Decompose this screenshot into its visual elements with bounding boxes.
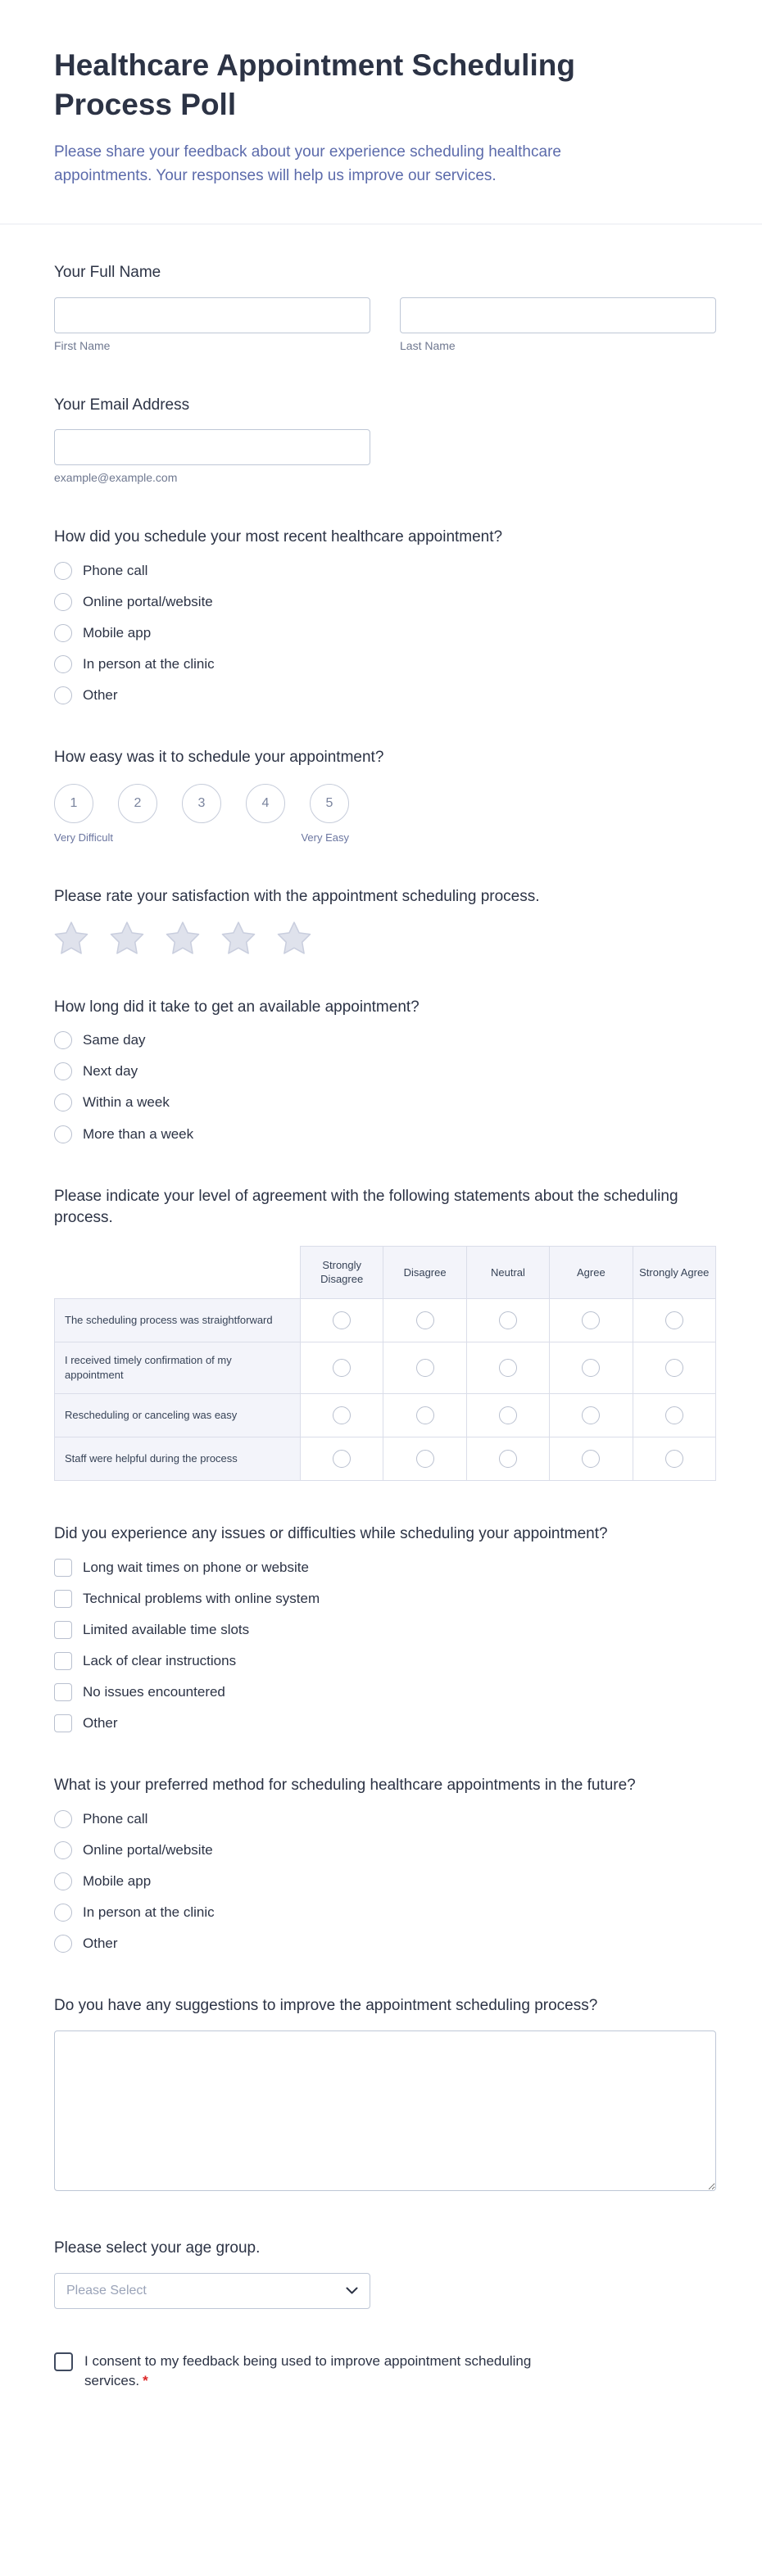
scale-option-1[interactable]: 1: [54, 784, 93, 823]
required-asterisk: *: [143, 2373, 148, 2389]
radio-option[interactable]: [54, 686, 716, 704]
scale-option-5[interactable]: 5: [310, 784, 349, 823]
radio-option-label: Mobile app: [83, 1873, 152, 1890]
star-icon[interactable]: [166, 921, 200, 954]
matrix-radio-button[interactable]: [582, 1450, 600, 1468]
satisfaction-label: Please rate your satisfaction with the appointment scheduling process.: [54, 888, 540, 906]
radio-option-label: In person at the clinic: [83, 1904, 215, 1921]
chevron-down-icon: [346, 2287, 358, 2294]
matrix-cell[interactable]: [383, 1437, 466, 1481]
matrix-column-header: Strongly Disagree: [301, 1246, 383, 1298]
matrix-cell[interactable]: [383, 1394, 466, 1437]
matrix-cell[interactable]: [301, 1298, 383, 1342]
matrix-row: [55, 1342, 716, 1393]
matrix-column-header: Strongly Agree: [633, 1246, 715, 1298]
email-input[interactable]: [54, 429, 370, 465]
matrix-row-label: I received timely confirmation of my appointment: [55, 1342, 301, 1393]
scale-max-label: Very Easy: [301, 831, 349, 844]
star-icon[interactable]: [277, 921, 311, 954]
checkbox-option-label: Technical problems with online system: [83, 1590, 320, 1606]
agreement-label: Please indicate your level of agreement with the following statements about the scheduling process.: [54, 1187, 678, 1227]
checkbox-option-label: No issues encountered: [83, 1684, 225, 1700]
radio-option[interactable]: [54, 624, 716, 642]
radio-option-label: Other: [83, 1935, 118, 1952]
recent-method-label: How did you schedule your most recent healthcare appointment?: [54, 528, 503, 546]
question-suggestions: [54, 1995, 716, 2195]
radio-button[interactable]: [54, 1062, 72, 1080]
checkbox[interactable]: [54, 1683, 72, 1701]
matrix-row: [55, 1298, 716, 1342]
matrix-row: [55, 1394, 716, 1437]
matrix-radio-button[interactable]: [416, 1406, 434, 1424]
matrix-radio-button[interactable]: [416, 1359, 434, 1377]
radio-option-label: Online portal/website: [83, 594, 213, 610]
question-issues: [54, 1523, 716, 1732]
matrix-radio-button[interactable]: [582, 1406, 600, 1424]
matrix-radio-button[interactable]: [416, 1450, 434, 1468]
matrix-cell[interactable]: [466, 1342, 549, 1393]
matrix-radio-button[interactable]: [582, 1311, 600, 1329]
email-sublabel: example@example.com: [54, 471, 178, 485]
matrix-radio-button[interactable]: [333, 1406, 351, 1424]
checkbox-option[interactable]: [54, 1621, 716, 1639]
radio-option-label: Next day: [83, 1063, 138, 1080]
radio-button[interactable]: [54, 1904, 72, 1922]
matrix-cell[interactable]: [301, 1342, 383, 1393]
radio-option[interactable]: [54, 1125, 716, 1143]
question-recent-method: [54, 527, 716, 704]
last-name-sublabel: Last Name: [400, 338, 456, 352]
matrix-cell[interactable]: [633, 1394, 715, 1437]
consent-checkbox[interactable]: [54, 2352, 73, 2371]
checkbox[interactable]: [54, 1621, 72, 1639]
checkbox[interactable]: [54, 1652, 72, 1670]
matrix-column-header: Disagree: [383, 1246, 466, 1298]
checkbox[interactable]: [54, 1559, 72, 1577]
checkbox-option[interactable]: [54, 1683, 716, 1701]
question-full-name: [54, 262, 716, 352]
matrix-cell[interactable]: [383, 1342, 466, 1393]
form-body: [0, 224, 762, 2392]
radio-option-label: Mobile app: [83, 625, 152, 641]
matrix-row: [55, 1437, 716, 1481]
radio-option-label: Phone call: [83, 1811, 148, 1827]
star-icon[interactable]: [221, 921, 256, 954]
form-title: Healthcare Appointment Scheduling Process Poll: [54, 48, 575, 122]
matrix-radio-button[interactable]: [333, 1450, 351, 1468]
radio-button[interactable]: [54, 1031, 72, 1049]
radio-option[interactable]: [54, 1935, 716, 1953]
radio-option[interactable]: [54, 1031, 716, 1049]
radio-option[interactable]: [54, 1062, 716, 1080]
question-satisfaction: [54, 886, 716, 954]
suggestions-label: Do you have any suggestions to improve the appointment scheduling process?: [54, 1997, 598, 2015]
issues-label: Did you experience any issues or difficulties while scheduling your appointment?: [54, 1525, 608, 1543]
matrix-radio-button[interactable]: [582, 1359, 600, 1377]
availability-label: How long did it take to get an available appointment?: [54, 998, 420, 1016]
scale-option-3[interactable]: 3: [182, 784, 221, 823]
last-name-input[interactable]: [400, 297, 716, 333]
matrix-cell[interactable]: [301, 1437, 383, 1481]
radio-button[interactable]: [54, 1841, 72, 1859]
agreement-matrix: [54, 1246, 716, 1481]
consent-label-text: I consent to my feedback being used to improve appointment scheduling services.: [84, 2352, 532, 2389]
scale-min-label: Very Difficult: [54, 831, 114, 844]
radio-button[interactable]: [54, 624, 72, 642]
matrix-cell[interactable]: [633, 1342, 715, 1393]
question-availability: [54, 997, 716, 1143]
matrix-radio-button[interactable]: [416, 1311, 434, 1329]
matrix-radio-button[interactable]: [333, 1359, 351, 1377]
matrix-radio-button[interactable]: [499, 1359, 517, 1377]
email-label: Your Email Address: [54, 396, 190, 414]
matrix-cell[interactable]: [301, 1394, 383, 1437]
checkbox-option-label: Other: [83, 1715, 118, 1732]
first-name-input[interactable]: [54, 297, 370, 333]
checkbox[interactable]: [54, 1590, 72, 1608]
radio-option-label: Same day: [83, 1032, 146, 1048]
matrix-cell[interactable]: [550, 1437, 633, 1481]
matrix-radio-button[interactable]: [499, 1450, 517, 1468]
radio-option[interactable]: [54, 1093, 716, 1111]
radio-button[interactable]: [54, 1093, 72, 1111]
question-preferred-method: [54, 1775, 716, 1953]
form-subtitle: Please share your feedback about your experience scheduling healthcare appointments. Your responses will help us improve our services.: [54, 143, 561, 184]
radio-option[interactable]: [54, 593, 716, 611]
matrix-row-label: The scheduling process was straightforward: [55, 1298, 301, 1342]
radio-option-label: Other: [83, 687, 118, 704]
preferred-method-label: What is your preferred method for scheduling healthcare appointments in the future?: [54, 1777, 636, 1795]
matrix-radio-button[interactable]: [665, 1450, 683, 1468]
first-name-sublabel: First Name: [54, 338, 111, 352]
checkbox-option[interactable]: [54, 1714, 716, 1732]
matrix-radio-button[interactable]: [665, 1311, 683, 1329]
matrix-row-label: Rescheduling or canceling was easy: [55, 1394, 301, 1437]
matrix-cell[interactable]: [633, 1437, 715, 1481]
star-icon[interactable]: [110, 921, 144, 954]
radio-button[interactable]: [54, 593, 72, 611]
matrix-cell[interactable]: [466, 1437, 549, 1481]
checkbox-option[interactable]: [54, 1590, 716, 1608]
question-consent[interactable]: [54, 2352, 716, 2392]
radio-option[interactable]: [54, 1841, 716, 1859]
checkbox-option[interactable]: [54, 1559, 716, 1577]
radio-button[interactable]: [54, 1810, 72, 1828]
checkbox-option-label: Limited available time slots: [83, 1622, 250, 1638]
radio-option-label: In person at the clinic: [83, 656, 215, 672]
question-email: [54, 395, 716, 485]
scale-option-2[interactable]: 2: [118, 784, 157, 823]
matrix-corner-cell: [55, 1246, 301, 1298]
matrix-cell[interactable]: [550, 1342, 633, 1393]
age-group-label: Please select your age group.: [54, 2239, 261, 2257]
matrix-cell[interactable]: [633, 1298, 715, 1342]
form-header: [0, 0, 762, 224]
consent-label: [84, 2352, 543, 2392]
radio-option[interactable]: [54, 1810, 716, 1828]
radio-button[interactable]: [54, 655, 72, 673]
radio-button[interactable]: [54, 1872, 72, 1890]
scale-row: [54, 784, 716, 823]
question-age-group: [54, 2238, 716, 2309]
star-icon[interactable]: [54, 921, 88, 954]
matrix-radio-button[interactable]: [333, 1311, 351, 1329]
radio-option[interactable]: [54, 562, 716, 580]
scale-option-4[interactable]: 4: [246, 784, 285, 823]
radio-option-label: Within a week: [83, 1094, 170, 1111]
question-agreement-matrix: [54, 1186, 716, 1482]
radio-button[interactable]: [54, 1125, 72, 1143]
matrix-cell[interactable]: [466, 1298, 549, 1342]
matrix-row-label: Staff were helpful during the process: [55, 1437, 301, 1481]
age-group-select[interactable]: [54, 2273, 370, 2309]
ease-scale-label: How easy was it to schedule your appointment?: [54, 749, 384, 767]
radio-button[interactable]: [54, 562, 72, 580]
radio-option[interactable]: [54, 1872, 716, 1890]
matrix-radio-button[interactable]: [499, 1406, 517, 1424]
radio-option-label: More than a week: [83, 1125, 194, 1142]
radio-button[interactable]: [54, 1935, 72, 1953]
matrix-column-header: Agree: [550, 1246, 633, 1298]
matrix-radio-button[interactable]: [499, 1311, 517, 1329]
radio-option[interactable]: [54, 655, 716, 673]
radio-option-label: Online portal/website: [83, 1842, 213, 1858]
radio-option[interactable]: [54, 1904, 716, 1922]
checkbox-option-label: Long wait times on phone or website: [83, 1559, 309, 1575]
full-name-label: Your Full Name: [54, 264, 161, 282]
radio-option-label: Phone call: [83, 562, 148, 578]
checkbox-option[interactable]: [54, 1652, 716, 1670]
star-rating: [54, 921, 716, 954]
suggestions-textarea[interactable]: [54, 2030, 716, 2191]
matrix-cell[interactable]: [550, 1394, 633, 1437]
matrix-cell[interactable]: [466, 1394, 549, 1437]
select-placeholder: Please Select: [66, 2283, 147, 2298]
matrix-column-header: Neutral: [466, 1246, 549, 1298]
checkbox[interactable]: [54, 1714, 72, 1732]
question-ease-scale: [54, 747, 716, 844]
matrix-radio-button[interactable]: [665, 1406, 683, 1424]
checkbox-option-label: Lack of clear instructions: [83, 1653, 237, 1669]
matrix-cell[interactable]: [550, 1298, 633, 1342]
matrix-radio-button[interactable]: [665, 1359, 683, 1377]
radio-button[interactable]: [54, 686, 72, 704]
matrix-cell[interactable]: [383, 1298, 466, 1342]
